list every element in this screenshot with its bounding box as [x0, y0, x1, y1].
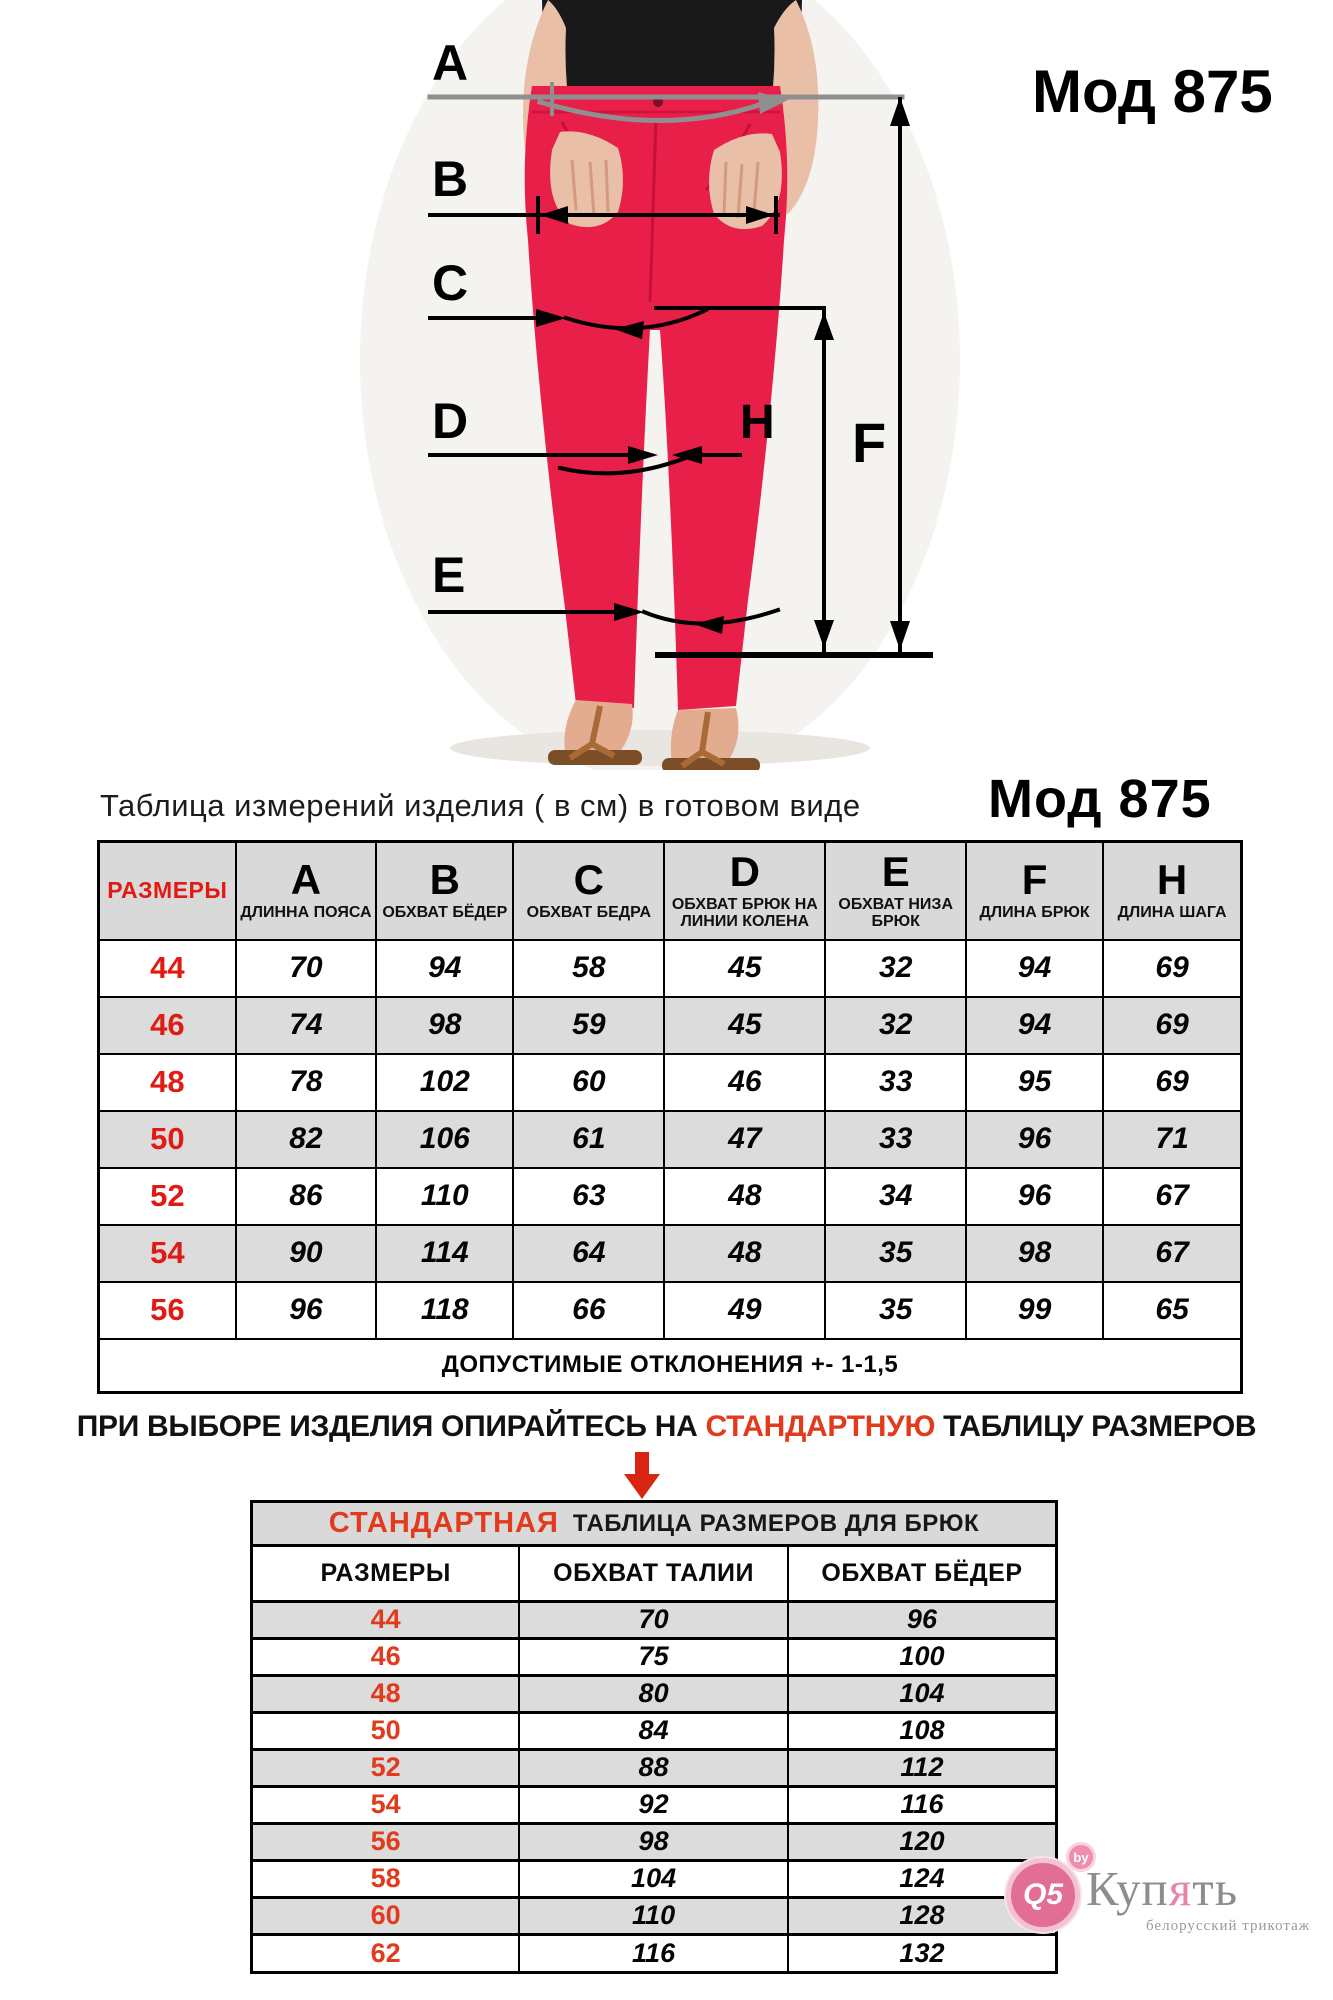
hips-cell: 100 — [788, 1638, 1055, 1675]
measure-cell: 94 — [966, 997, 1103, 1054]
measure-column-header: B ОБХВАТ БЁДЕР — [376, 842, 513, 940]
standard-row — [253, 1712, 1055, 1749]
measure-cell: 32 — [825, 997, 966, 1054]
size-cell: 44 — [99, 940, 236, 997]
down-arrow-icon — [620, 1452, 664, 1500]
measure-cell: 96 — [966, 1111, 1103, 1168]
measure-cell: 60 — [513, 1054, 664, 1111]
size-cell: 52 — [253, 1749, 519, 1786]
measure-cell: 118 — [376, 1282, 513, 1339]
measure-cell: 94 — [376, 940, 513, 997]
measure-cell: 48 — [664, 1225, 825, 1282]
size-cell: 48 — [253, 1675, 519, 1712]
measure-cell: 67 — [1103, 1168, 1241, 1225]
measure-cell: 110 — [376, 1168, 513, 1225]
standard-col-waist: ОБХВАТ ТАЛИИ — [519, 1547, 788, 1601]
size-cell: 50 — [99, 1111, 236, 1168]
advisory-note-part2: ТАБЛИЦУ РАЗМЕРОВ — [935, 1410, 1257, 1443]
measure-cell: 34 — [825, 1168, 966, 1225]
brand-logo — [1000, 1832, 1333, 1962]
size-cell: 54 — [99, 1225, 236, 1282]
measure-table-title: Таблица измерений изделия ( в см) в готовом виде — [100, 788, 861, 823]
standard-table-title-red: СТАНДАРТНАЯ — [328, 1507, 559, 1539]
size-cell: 46 — [99, 997, 236, 1054]
sizes-column-header: РАЗМЕРЫ — [99, 842, 236, 940]
measure-cell: 114 — [376, 1225, 513, 1282]
waist-cell: 98 — [519, 1823, 788, 1860]
measure-cell: 102 — [376, 1054, 513, 1111]
measure-cell: 47 — [664, 1111, 825, 1168]
measure-column-header: C ОБХВАТ БЕДРА — [513, 842, 664, 940]
measure-cell: 69 — [1103, 940, 1241, 997]
brand-subtitle: белорусский трикотаж — [1146, 1918, 1311, 1934]
size-cell: 44 — [253, 1601, 519, 1638]
measure-cell: 99 — [966, 1282, 1103, 1339]
size-cell: 52 — [99, 1168, 236, 1225]
standard-row — [253, 1786, 1055, 1823]
measure-cell: 33 — [825, 1111, 966, 1168]
hips-cell: 116 — [788, 1786, 1055, 1823]
waist-cell: 84 — [519, 1712, 788, 1749]
measure-cell: 71 — [1103, 1111, 1241, 1168]
measure-row — [99, 1111, 1242, 1168]
measure-column-header: A ДЛИННА ПОЯСА — [236, 842, 377, 940]
measurement-label-c: C — [432, 255, 469, 311]
measure-column-header: H ДЛИНА ШАГА — [1103, 842, 1241, 940]
measure-row — [99, 1225, 1242, 1282]
brand-name: Купять — [1086, 1861, 1239, 1916]
size-cell: 56 — [99, 1282, 236, 1339]
measure-cell: 69 — [1103, 997, 1241, 1054]
size-cell: 58 — [253, 1860, 519, 1897]
size-cell: 48 — [99, 1054, 236, 1111]
measure-column-header: E ОБХВАТ НИЗА БРЮК — [825, 842, 966, 940]
standard-header-row — [253, 1547, 1055, 1601]
waist-cell: 92 — [519, 1786, 788, 1823]
standard-table-title-black: ТАБЛИЦА РАЗМЕРОВ ДЛЯ БРЮК — [572, 1509, 980, 1537]
measure-cell: 49 — [664, 1282, 825, 1339]
measure-column-header: D ОБХВАТ БРЮК НА ЛИНИИ КОЛЕНА — [664, 842, 825, 940]
standard-row — [253, 1675, 1055, 1712]
logo-by-badge: by — [1066, 1842, 1096, 1872]
measure-cell: 70 — [236, 940, 377, 997]
waist-cell: 110 — [519, 1897, 788, 1934]
measure-cell: 63 — [513, 1168, 664, 1225]
pants-measurement-diagram — [0, 0, 1333, 770]
size-cell: 60 — [253, 1897, 519, 1934]
standard-row — [253, 1897, 1055, 1934]
measure-cell: 46 — [664, 1054, 825, 1111]
tolerance-row — [99, 1339, 1242, 1393]
measure-cell: 90 — [236, 1225, 377, 1282]
measurement-label-d: D — [432, 393, 469, 449]
logo-q5-badge: Q5 — [1006, 1858, 1080, 1932]
measure-cell: 86 — [236, 1168, 377, 1225]
measure-cell: 65 — [1103, 1282, 1241, 1339]
measurement-label-e: E — [432, 547, 466, 603]
measure-cell: 96 — [236, 1282, 377, 1339]
standard-table-title — [253, 1503, 1055, 1547]
measure-row — [99, 940, 1242, 997]
advisory-note — [0, 1410, 1333, 1444]
size-cell: 54 — [253, 1786, 519, 1823]
measure-column-header: F ДЛИНА БРЮК — [966, 842, 1103, 940]
measure-cell: 98 — [376, 997, 513, 1054]
measure-cell: 32 — [825, 940, 966, 997]
hips-cell: 128 — [788, 1897, 1055, 1934]
measurement-label-b: B — [432, 151, 469, 207]
hips-cell: 120 — [788, 1823, 1055, 1860]
measure-row — [99, 1282, 1242, 1339]
measure-table-model-title: Мод 875 — [988, 769, 1212, 829]
measure-cell: 45 — [664, 997, 825, 1054]
measure-cell: 45 — [664, 940, 825, 997]
measure-cell: 98 — [966, 1225, 1103, 1282]
hips-cell: 104 — [788, 1675, 1055, 1712]
measurement-label-a: A — [432, 35, 469, 91]
standard-row — [253, 1638, 1055, 1675]
hips-cell: 108 — [788, 1712, 1055, 1749]
standard-col-sizes: РАЗМЕРЫ — [253, 1547, 519, 1601]
measure-cell: 66 — [513, 1282, 664, 1339]
size-cell: 56 — [253, 1823, 519, 1860]
waist-cell: 70 — [519, 1601, 788, 1638]
measure-cell: 35 — [825, 1225, 966, 1282]
measure-cell: 78 — [236, 1054, 377, 1111]
hips-cell: 124 — [788, 1860, 1055, 1897]
tolerance-note: ДОПУСТИМЫЕ ОТКЛОНЕНИЯ +- 1-1,5 — [99, 1339, 1242, 1393]
measure-cell: 58 — [513, 940, 664, 997]
measure-cell: 59 — [513, 997, 664, 1054]
waist-cell: 88 — [519, 1749, 788, 1786]
standard-size-table — [250, 1500, 1058, 1974]
measurements-header-row — [99, 842, 1242, 940]
measurements-table — [97, 840, 1243, 1394]
measure-cell: 33 — [825, 1054, 966, 1111]
standard-row — [253, 1823, 1055, 1860]
measure-row — [99, 997, 1242, 1054]
standard-row — [253, 1601, 1055, 1638]
hips-cell: 112 — [788, 1749, 1055, 1786]
left-sandal-sole — [548, 750, 642, 765]
size-cell: 46 — [253, 1638, 519, 1675]
standard-col-hips: ОБХВАТ БЁДЕР — [788, 1547, 1055, 1601]
measure-cell: 64 — [513, 1225, 664, 1282]
hips-cell: 96 — [788, 1601, 1055, 1638]
size-cell: 50 — [253, 1712, 519, 1749]
waist-cell: 116 — [519, 1934, 788, 1971]
measure-row — [99, 1054, 1242, 1111]
measurement-label-f: F — [852, 411, 887, 474]
measure-cell: 69 — [1103, 1054, 1241, 1111]
hips-cell: 132 — [788, 1934, 1055, 1971]
waist-cell: 75 — [519, 1638, 788, 1675]
advisory-note-highlight: СТАНДАРТНУЮ — [705, 1410, 936, 1443]
photo-model-title: Мод 875 — [1032, 58, 1273, 125]
measure-cell: 48 — [664, 1168, 825, 1225]
measure-cell: 61 — [513, 1111, 664, 1168]
measurement-label-h: H — [740, 396, 775, 449]
measure-cell: 67 — [1103, 1225, 1241, 1282]
size-cell: 62 — [253, 1934, 519, 1971]
measure-cell: 35 — [825, 1282, 966, 1339]
measure-row — [99, 1168, 1242, 1225]
standard-row — [253, 1934, 1055, 1971]
brand-accent-letter: я — [1168, 1861, 1193, 1916]
measure-cell: 82 — [236, 1111, 377, 1168]
measure-cell: 74 — [236, 997, 377, 1054]
measure-cell: 95 — [966, 1054, 1103, 1111]
advisory-note-part1: ПРИ ВЫБОРЕ ИЗДЕЛИЯ ОПИРАЙТЕСЬ НА — [76, 1410, 706, 1443]
measure-cell: 94 — [966, 940, 1103, 997]
waist-cell: 80 — [519, 1675, 788, 1712]
waist-cell: 104 — [519, 1860, 788, 1897]
standard-row — [253, 1749, 1055, 1786]
standard-row — [253, 1860, 1055, 1897]
measure-cell: 106 — [376, 1111, 513, 1168]
measure-cell: 96 — [966, 1168, 1103, 1225]
